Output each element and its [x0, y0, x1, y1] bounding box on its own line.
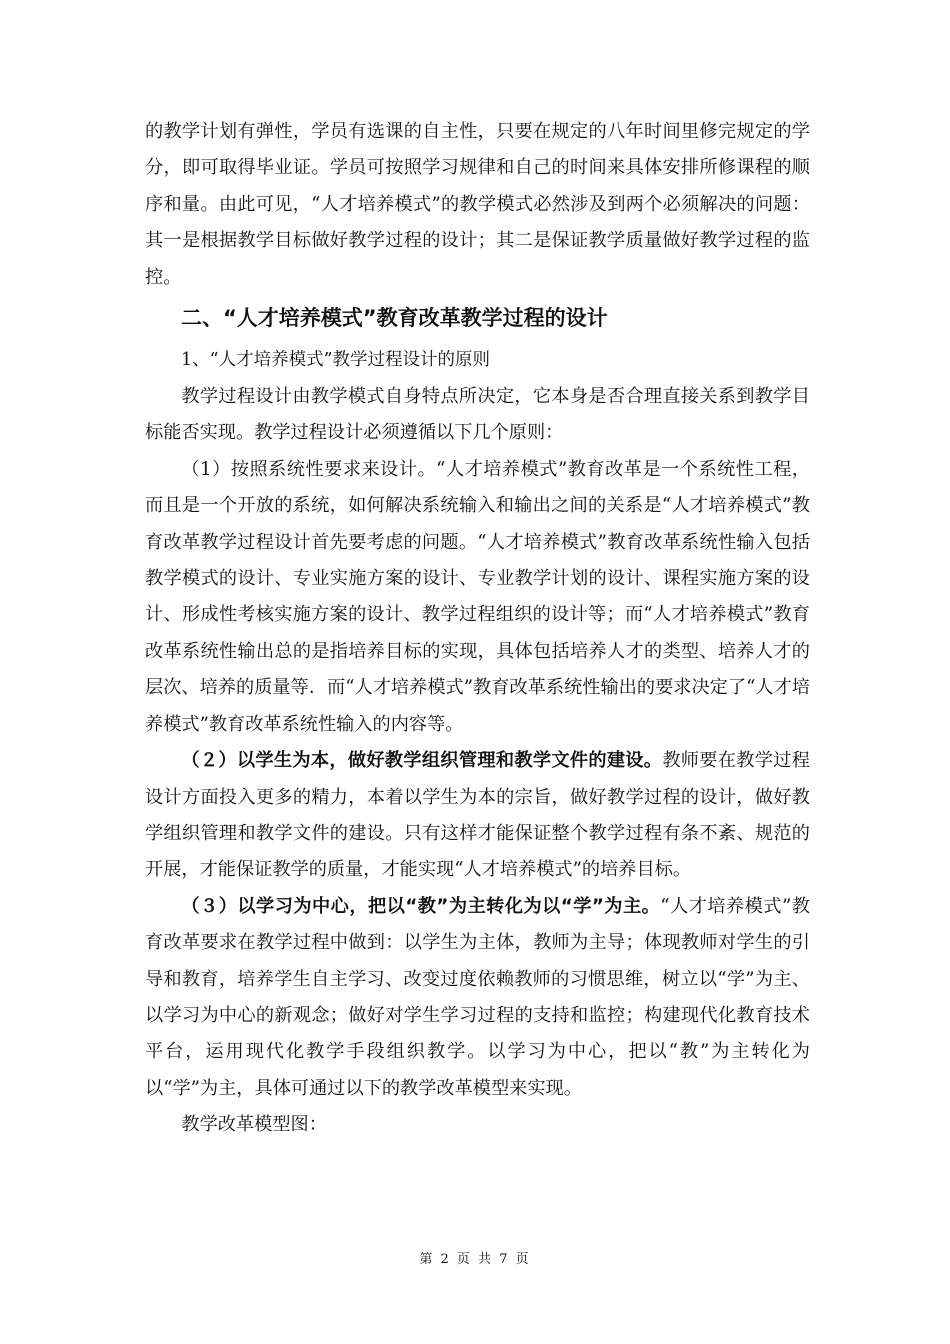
document-body: [145, 114, 810, 1144]
principle-3-lead: （３）以学习为中心，把以“教”为主转化为以“学”为主。: [181, 895, 661, 917]
section-heading: 二、“人才培养模式”教育改革教学过程的设计: [181, 306, 608, 331]
page-footer: 第 2 页 共 7 页: [419, 1252, 531, 1267]
principle-3-paragraph: [145, 889, 810, 1107]
design-paragraph: 教学过程设计由教学模式自身特点所决定，它本身是否合理直接关系到教学目标能否实现。教学过程设计必须遵循以下几个原则：: [145, 386, 810, 444]
principle-1-paragraph: （1）按照系统性要求来设计。“人才培养模式”教育改革是一个系统性工程，而且是一个开放的系统，如何解决系统输入和输出之间的关系是“人才培养模式”教育改革教学过程设计首先要考虑的问题。“人才培养模式”教育改革系统性输入包括教学模式的设计、专业实施方案的设计、专业教学计划的设计、课程实施方案的设计、形成性考核实施方案的设计、教学过程组织的设计等；而“人才培养模式”教育改革系统性输出总的是指培养目标的实现，具体包括培养人才的类型、培养人才的层次、培养的质量等．而“人才培养模式”教育改革系统性输出的要求决定了“人才培养模式”教育改革系统性输入的内容等。: [145, 458, 810, 735]
model-caption: 教学改革模型图：: [181, 1114, 327, 1136]
principle-2-paragraph: [145, 743, 810, 889]
intro-paragraph: 的教学计划有弹性，学员有选课的自主性，只要在规定的八年时间里修完规定的学分，即可取得毕业证。学员可按照学习规律和自己的时间来具体安排所修课程的顺序和量。由此可见，“人才培养模式”的教学模式必然涉及到两个必须解决的问题：其一是根据教学目标做好教学过程的设计；其二是保证教学质量做好教学过程的监控。: [145, 121, 810, 288]
principle-2-lead: （２）以学生为本，做好教学组织管理和教学文件的建设。: [181, 750, 663, 772]
principle-3-body: “人才培养模式”教育改革要求在教学过程中做到：以学生为主体，教师为主导；体现教师对学生的引导和教育，培养学生自主学习、改变过度依赖教师的习惯思维，树立以“学”为主、以学习为中心的新观念；做好对学生学习过程的支持和监控；构建现代化教育技术平台，运用现代化教学手段组织教学。以学习为中心，把以“教”为主转化为以“学”为主，具体可通过以下的教学改革模型来实现。: [145, 895, 810, 1099]
principle-2-body: 教师要在教学过程设计方面投入更多的精力，本着以学生为本的宗旨，做好教学过程的设计，做好教学组织管理和教学文件的建设。只有这样才能保证整个教学过程有条不紊、规范的开展，才能保证教学的质量，才能实现“人才培养模式”的培养目标。: [145, 750, 810, 881]
subsection-heading: 1、“人才培养模式”教学过程设计的原则: [181, 350, 491, 371]
